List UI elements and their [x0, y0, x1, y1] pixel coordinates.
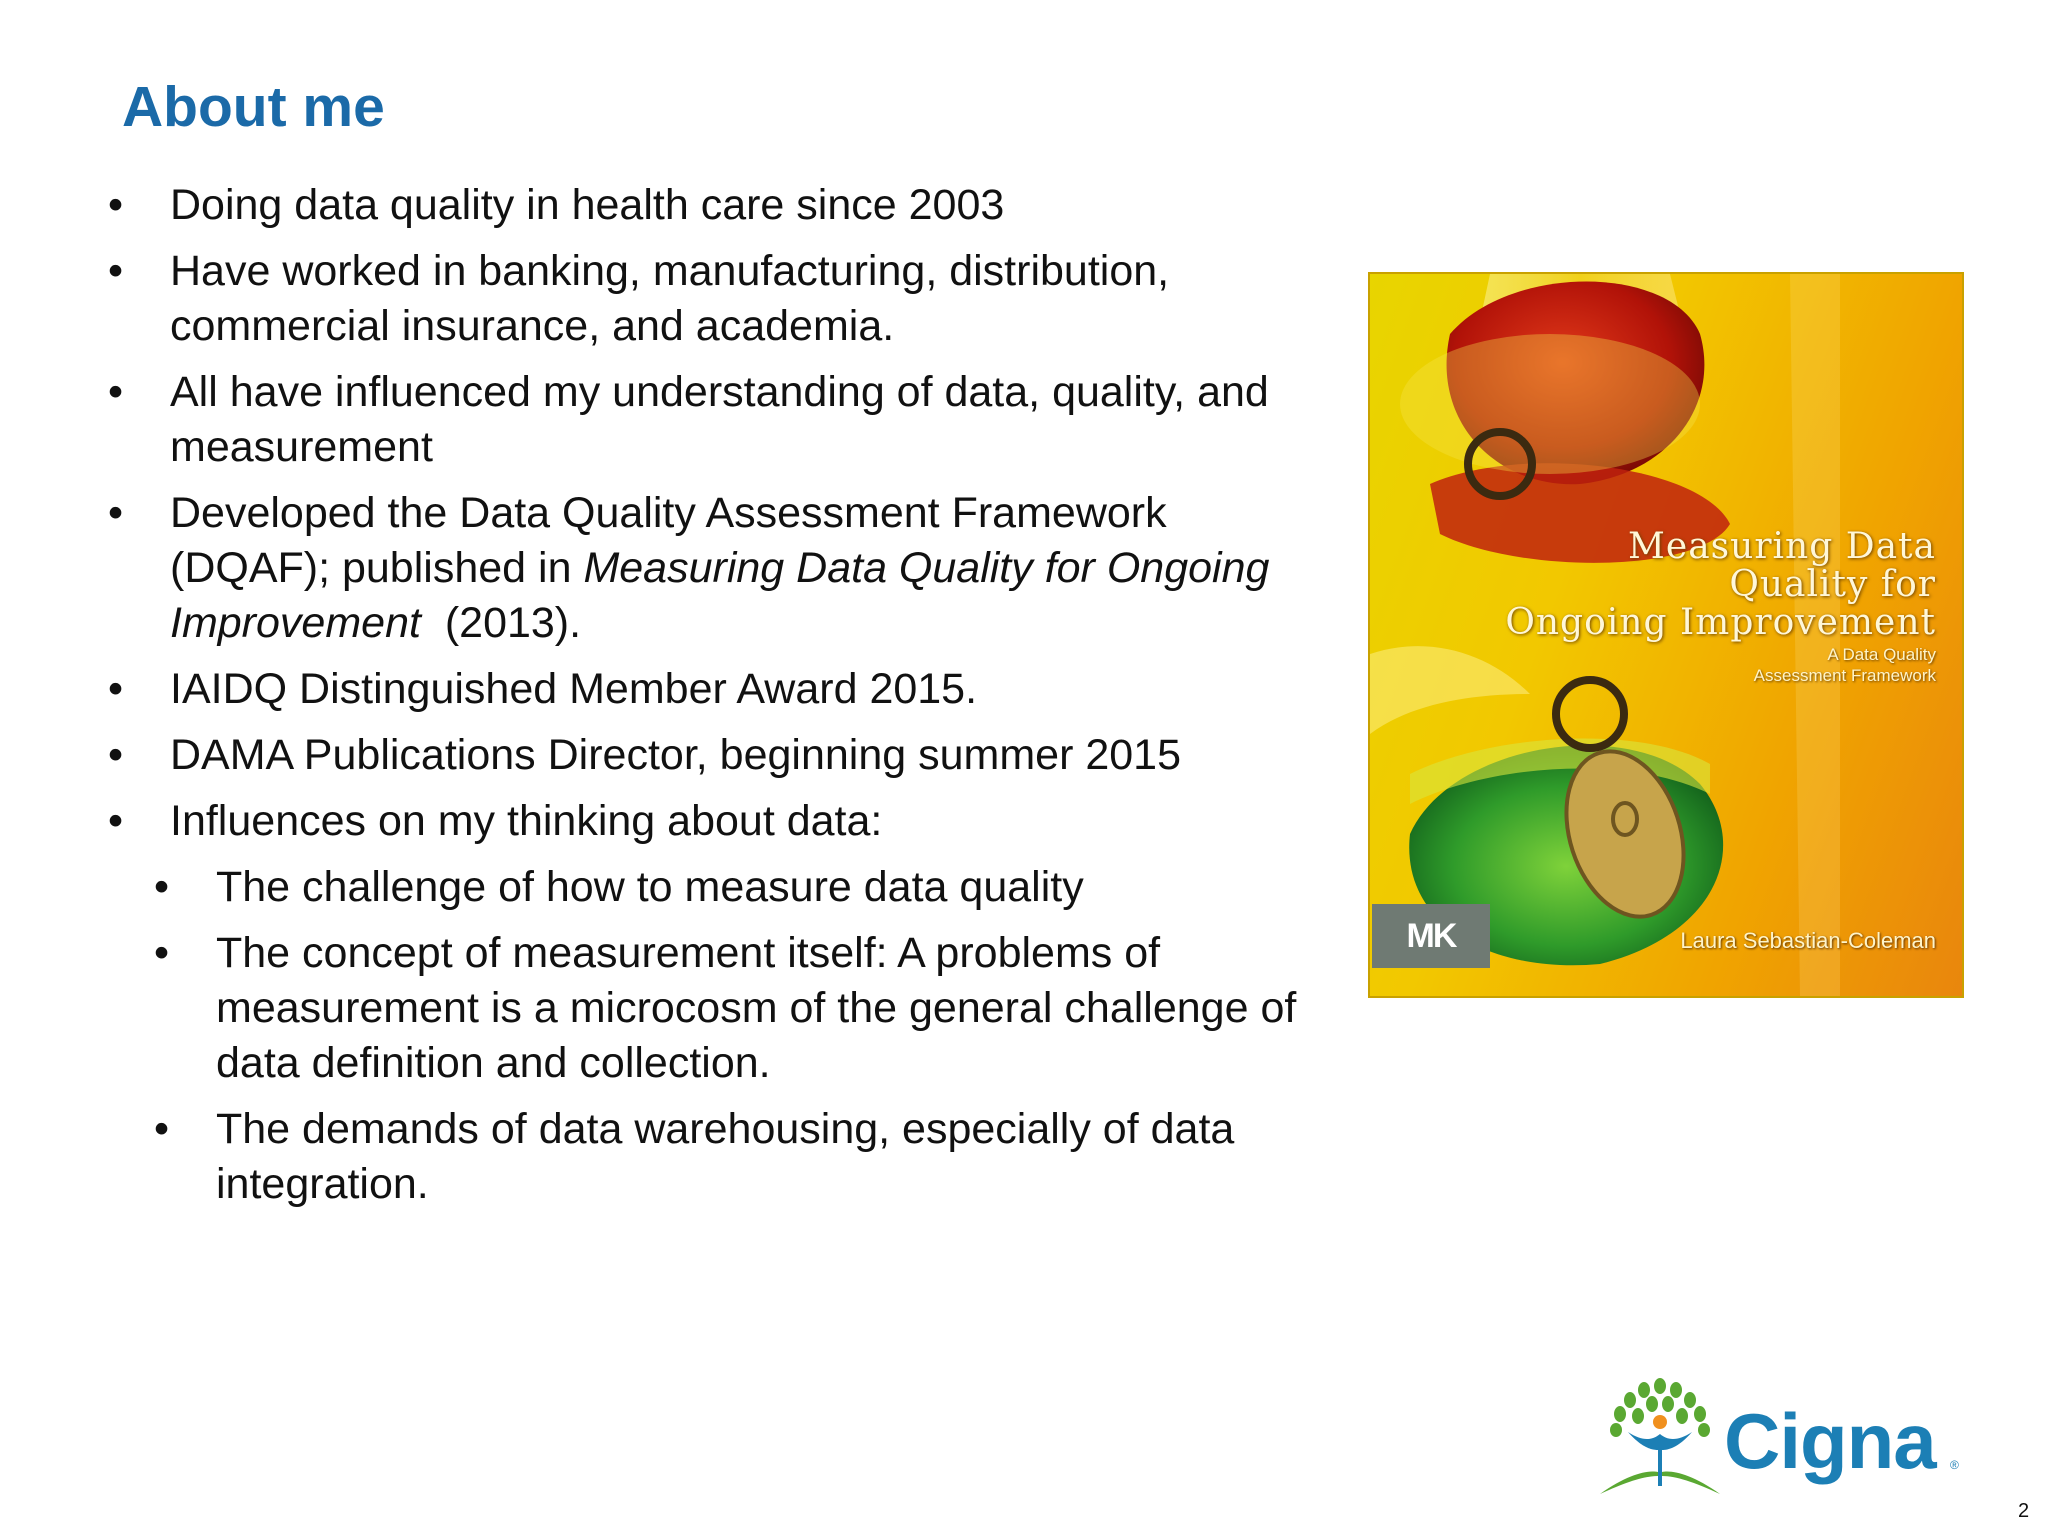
- bullet-marker: •: [108, 181, 124, 229]
- cigna-wordmark: Cigna: [1724, 1397, 1936, 1485]
- bullet-marker: •: [108, 247, 124, 295]
- book-cover-title: [1505, 528, 1936, 642]
- book-cover-image: [1368, 272, 1964, 998]
- slide-title: About me: [122, 75, 385, 139]
- publisher-logo: MK: [1372, 904, 1490, 968]
- bullet-marker: •: [108, 489, 124, 537]
- bullet-list: [100, 178, 1330, 1223]
- book-title-italic: Measuring Data Quality for Ongoing Improvement: [170, 544, 1270, 647]
- list-item: [100, 662, 1330, 717]
- list-item: [100, 244, 1330, 354]
- cigna-logo: [1598, 1376, 1960, 1498]
- book-cover-subtitle-line: A Data Quality: [1827, 645, 1936, 664]
- book-cover-author: Laura Sebastian-Coleman: [1680, 928, 1936, 953]
- book-cover-title-line: Measuring Data: [1628, 526, 1936, 567]
- bullet-text: DAMA Publications Director, beginning summer 2015: [170, 731, 1182, 779]
- list-item: [146, 860, 1330, 915]
- bullet-text: The concept of measurement itself: A problems of measurement is a microcosm of the general challenge of data definition and collection.: [216, 929, 1297, 1087]
- list-item: [100, 178, 1330, 233]
- list-item: [100, 728, 1330, 783]
- bullet-text: IAIDQ Distinguished Member Award 2015.: [170, 665, 978, 713]
- book-cover-subtitle-line: Assessment Framework: [1753, 666, 1936, 685]
- bullet-text: Doing data quality in health care since 2003: [170, 181, 1005, 229]
- bullet-marker: •: [154, 1105, 170, 1153]
- registered-mark: ®: [1950, 1458, 1959, 1472]
- list-item: [100, 365, 1330, 475]
- book-cover-title-line: Ongoing Improvement: [1505, 602, 1936, 643]
- bullet-marker: •: [154, 863, 170, 911]
- bullet-text-post: (2013).: [420, 599, 582, 647]
- list-item: [100, 486, 1330, 651]
- bullet-text: Have worked in banking, manufacturing, distribution, commercial insurance, and academia.: [170, 247, 1170, 350]
- bullet-marker: •: [108, 368, 124, 416]
- list-item: [100, 794, 1330, 849]
- tree-of-life-icon: [1598, 1376, 1722, 1498]
- list-item: [146, 926, 1330, 1091]
- bullet-text: The demands of data warehousing, especially of data integration.: [216, 1105, 1235, 1208]
- page-number: 2: [2018, 1500, 2030, 1522]
- book-cover-subtitle: [1754, 644, 1936, 686]
- bullet-text: Influences on my thinking about data:: [170, 797, 883, 845]
- bullet-text: The challenge of how to measure data quality: [216, 863, 1084, 911]
- bullet-marker: •: [108, 731, 124, 779]
- bullet-marker: •: [154, 929, 170, 977]
- list-item: [146, 1102, 1330, 1212]
- bullet-marker: •: [108, 797, 124, 845]
- book-cover-title-line: Quality for: [1729, 564, 1936, 605]
- bullet-text: All have influenced my understanding of data, quality, and measurement: [170, 368, 1269, 471]
- bullet-text-pre: Developed the Data Quality Assessment Framework (DQAF); published in: [170, 489, 1167, 592]
- bullet-text: [170, 486, 1330, 651]
- bullet-marker: •: [108, 665, 124, 713]
